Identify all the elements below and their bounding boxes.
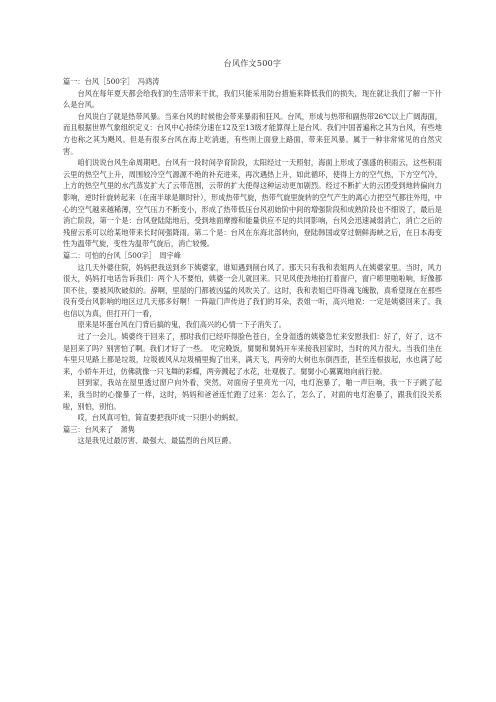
paragraph: 这是我见过最厉害、最强大、最猛烈的台风巨爵。 — [77, 436, 236, 446]
paragraph: 台风说白了就是热带风暴。当来台风的时候他会带来暴雨和狂风。台风，形成与热带和副热带26℃以上广阔海面，而且根据世界气象组织定义：台风中心持续分速在12及至13级才能算得上是台风。我们中国普遍称之其为台风，有些地方也称之其为飓风。但是有很多台风在海上吃消逝，有些则上面登上路面，带来狂风暴。属于一种非常常见的自然灾害。 — [63, 111, 442, 156]
paragraph: 咱们说说台风生命周期吧。台风有一段时间孕育阶段，太阳经过一天照射，海面上形成了强盛的积雨云，这些积雨云里的热空气上升，周围较冷空气源源不绝的补充进来，再次遇热上升，如此循环，使得上方的空气热，下方空气冷，上方的热空气里的水汽蒸发扩大了云带范围，云带的扩大使得这种运动更加剧烈。经过不断扩大的云团受到地转偏向力影响，逆时针旋转起来（在南半球是顺时针），形成热带气旋，热带气旋里旋转的空气产生的离心力把空气都往外甩，中心的空气越来越稀薄，空气压力不断变小，形成了热带低压台风初始阶中间的增强阶段和成熟阶段也不细说了，最后是消亡阶段，第一个是：台风登陆陆地后，受到地面摩擦和能量供应不足的共同影响，台风会迅速减弱消亡，消亡之后的残留云系可以给某地带来长时间强降雨。第二个是：台风在东海北部转向，登陆韩国或穿过朝鲜海峡之后，在日本海变性为温带气旋，变性为温带气旋后，消亡较慢。 — [63, 158, 442, 249]
paragraph: 过了一会儿，姨婆终于回来了，那时我们已经吓得脸色苍白，全身湿透的姨婆急忙来安慰我们：好了，好了，这不是回来了吗？别害怕了啊。我们才好了一些。 吃完晚饭，舅舅和舅妈开车来接我回家时，当时的风力很大。当我们坐在车里只见路上都是垃圾，垃圾被风从垃圾桶里掏了出来，满天飞，两旁的大树也东倒西歪，甚至连根拔起，水也满了起来，小轿车开过，仿佛就像一只飞舞的彩蝶，两旁溅起了水花，壮观极了。舅舅小心翼翼地向前行驶。 — [63, 332, 442, 376]
section-heading: 篇三：台风来了 萧隽 — [63, 424, 135, 434]
essay-section-3 — [63, 424, 442, 447]
paragraph: 原来是坏蛋台风在门背后搞的鬼，我们高兴的心情一下子消失了。 — [77, 320, 286, 330]
paragraph: 这几天外婆住院，妈妈把我送到乡下姨婆家，谁知遇到削台风了。那天只有我和表姐两人在姨婆家里。当时，风力很大，妈妈打电话告诉我们：两个人不要怕，姨婆一会儿就回来。只见风使劲地拍打着窗户，窗户嘭里啪啦响，好像都顶不住，要被风吹破似的。辞啊，里屋的门都被凶猛的风吹关了。这时，我和表姐已吓得魂飞魄散，真希望现在在那些没有受台风影响的地区过几天那多好啊！一阵敲门声传进了我们的耳朵，表姐一听，高兴地说：一定是姨婆回来了。我也信以为真，但打开门一看， — [63, 262, 442, 318]
paragraph: 台风在每年夏天都会给我们的生活带来干扰，我们只能采用防台措施来降低我们的损失，现在就让我们了解一下什么是台风。 — [63, 88, 442, 110]
document-title: 台风作文500字 — [223, 59, 282, 68]
paragraph: 回到家，我站在屋里透过窗户向外看，突然，对面房子里亮光一闪，电灯泡暴了，啪一声巨响，我一下子跳了起来，我当时的心像暴了一样，这时，妈妈和爸爸连忙跑了过来：怎么了，怎么了，对面的电灯泡暴了，跟我们没关系啦，别怕，别怕。 — [63, 378, 442, 411]
section-heading: 篇二：可怕的台风［500字］ 周宇峰 — [63, 250, 181, 260]
paragraph: 哎，台风真可怕，简直要把我吓成一只胆小的蚂蚁。 — [77, 413, 243, 423]
essay-section-2 — [63, 250, 442, 424]
essay-section-1 — [63, 76, 442, 250]
section-heading: 篇一：台风［500字］ 冯鸿涛 — [63, 77, 160, 86]
